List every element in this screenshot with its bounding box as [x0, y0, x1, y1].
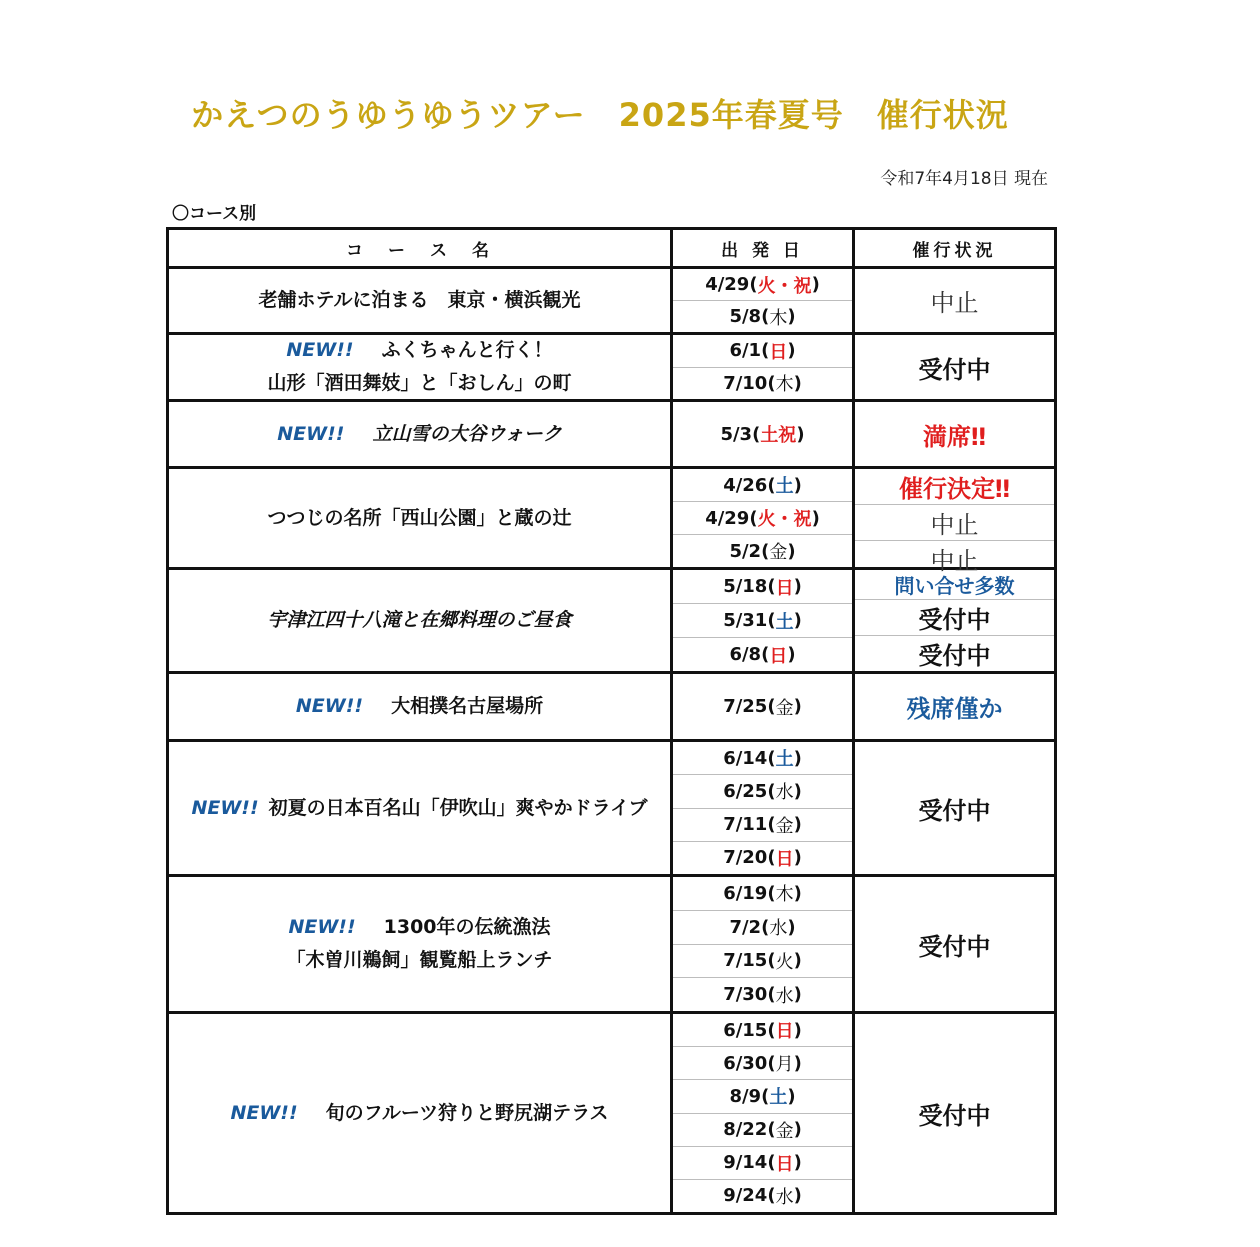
- date-value: 5/31(: [723, 610, 776, 631]
- departure-date: [673, 1147, 852, 1180]
- weekday: 日: [775, 1021, 794, 1043]
- table-row: [169, 335, 1054, 402]
- header-status: 催行状況: [912, 240, 997, 261]
- status-cell: [855, 1014, 1054, 1212]
- weekday: 日: [769, 341, 788, 363]
- course-name-text: 「木曽川鵜飼」観覧船上ランチ: [286, 949, 553, 971]
- course-name-line: [288, 911, 550, 944]
- date-close: ): [793, 780, 802, 802]
- date-close: ): [796, 423, 805, 445]
- status-cell: [855, 877, 1054, 1011]
- departure-date: [673, 469, 852, 502]
- date-value: 4/29(: [705, 507, 758, 529]
- course-name-line: [230, 1097, 608, 1130]
- status-badge: 問い合せ多数: [855, 570, 1054, 600]
- departure-date: [673, 809, 852, 842]
- date-value: 5/2(: [729, 540, 770, 562]
- weekday: 日: [775, 1153, 794, 1175]
- departure-date: [673, 368, 852, 400]
- course-name-line: [296, 690, 543, 723]
- status-cell: [855, 335, 1054, 399]
- date-value: 7/10(: [723, 372, 776, 394]
- weekday: 木: [769, 307, 788, 329]
- date-value: 7/20(: [723, 847, 776, 869]
- weekday: 水: [775, 1186, 794, 1208]
- departure-date: [673, 742, 852, 775]
- departure-dates: [673, 674, 855, 739]
- weekday: 日: [775, 848, 794, 870]
- departure-dates: [673, 570, 855, 671]
- date-value: 6/1(: [729, 340, 770, 362]
- departure-dates: [673, 269, 855, 332]
- status-badge: 満席‼: [922, 422, 987, 451]
- date-value: 7/15(: [723, 950, 776, 972]
- status-badge: 中止: [855, 505, 1054, 541]
- departure-date: [673, 604, 852, 638]
- date-close: ): [793, 1119, 802, 1141]
- course-name-line: [277, 418, 561, 451]
- status-badge: 受付中: [918, 1101, 991, 1130]
- departure-date: [673, 842, 852, 874]
- date-close: ): [793, 847, 802, 869]
- course-name-text: 老舗ホテルに泊まる 東京・横浜観光: [258, 289, 581, 311]
- course-name: [169, 742, 673, 874]
- departure-dates: [673, 877, 855, 1011]
- course-name-text: 山形「酒田舞妓」と「おしん」の町: [267, 372, 572, 394]
- weekday: 水: [769, 918, 788, 940]
- table-row: [169, 877, 1054, 1014]
- table-row: [169, 1014, 1054, 1212]
- page-title: かえつのうゆうゆうツアー 2025年春夏号 催行状況: [191, 96, 1009, 134]
- date-close: ): [787, 1085, 796, 1107]
- departure-dates: [673, 1014, 855, 1212]
- weekday: 水: [775, 782, 794, 804]
- weekday: 日: [775, 577, 794, 599]
- date-close: ): [787, 306, 796, 327]
- course-name-text: 初夏の日本百名山「伊吹山」爽やかドライブ: [268, 796, 648, 819]
- date-close: ): [787, 540, 796, 562]
- course-name-line: [267, 367, 571, 400]
- weekday: 火: [775, 951, 794, 973]
- weekday: 土: [775, 476, 794, 497]
- departure-dates: [673, 402, 855, 466]
- date-close: ): [793, 814, 802, 836]
- header-date: 出 発 日: [673, 230, 855, 266]
- date-value: 6/30(: [723, 1052, 776, 1074]
- course-name-line: [191, 792, 647, 825]
- table-row: [169, 269, 1054, 335]
- departure-date: [673, 911, 852, 945]
- weekday: 土祝: [760, 425, 797, 446]
- date-close: ): [793, 747, 802, 769]
- departure-date: [673, 1047, 852, 1080]
- date-value: 5/18(: [723, 576, 776, 597]
- date-close: ): [793, 1052, 802, 1074]
- date-value: 4/26(: [723, 474, 776, 496]
- date-value: 9/14(: [723, 1152, 776, 1174]
- status-badge: 中止: [930, 547, 979, 575]
- date-close: ): [793, 474, 802, 496]
- course-name: [169, 674, 673, 739]
- new-badge: NEW!!: [191, 796, 259, 819]
- status-badge: 受付中: [855, 600, 1054, 636]
- course-name-line: [258, 284, 580, 317]
- weekday: 火・祝: [757, 275, 812, 297]
- course-name-text: 大相撲名古屋場所: [391, 695, 544, 717]
- date-value: 6/14(: [723, 747, 776, 769]
- course-name-line: [267, 502, 571, 535]
- departure-date: [673, 402, 852, 466]
- tour-status-table: [166, 227, 1057, 1215]
- status-cell: [855, 742, 1054, 874]
- weekday: 日: [769, 645, 788, 667]
- date-value: 7/2(: [729, 916, 770, 938]
- weekday: 月: [775, 1054, 794, 1076]
- table-body: [169, 269, 1054, 1212]
- departure-date: [673, 535, 852, 567]
- date-value: 7/11(: [723, 814, 776, 836]
- table-header: [169, 230, 1054, 269]
- weekday: 土: [775, 611, 794, 633]
- weekday: 水: [775, 985, 794, 1007]
- course-name: [169, 469, 673, 567]
- status-cell: [855, 570, 1054, 671]
- table-row: [169, 469, 1054, 575]
- date-close: ): [787, 340, 796, 362]
- course-name-text: つつじの名所「西山公園」と蔵の辻: [267, 506, 572, 529]
- departure-date: [673, 775, 852, 808]
- departure-dates: [673, 742, 855, 874]
- date-close: ): [793, 576, 802, 597]
- weekday: 木: [775, 884, 794, 906]
- date-value: 9/24(: [723, 1185, 776, 1207]
- weekday: 金: [775, 815, 794, 837]
- course-name-line: [286, 334, 552, 367]
- course-name: [169, 1014, 673, 1212]
- departure-dates: [673, 469, 855, 567]
- departure-date: [673, 877, 852, 911]
- date-value: 6/25(: [723, 780, 776, 802]
- date-close: ): [793, 882, 802, 904]
- departure-date: [673, 301, 852, 332]
- departure-dates: [673, 335, 855, 399]
- status-cell: [855, 674, 1054, 739]
- date-close: ): [793, 1019, 802, 1041]
- date-close: ): [793, 984, 802, 1006]
- date-value: 5/8(: [729, 306, 770, 327]
- new-badge: NEW!!: [230, 1101, 298, 1124]
- new-badge: NEW!!: [277, 422, 345, 445]
- weekday: 火・祝: [757, 509, 812, 530]
- date-close: ): [793, 1152, 802, 1174]
- new-badge: NEW!!: [286, 339, 354, 361]
- date-value: 7/30(: [723, 984, 776, 1006]
- weekday: 金: [775, 697, 794, 719]
- date-close: ): [811, 274, 820, 295]
- course-name: [169, 269, 673, 332]
- course-name-line: [286, 944, 552, 977]
- status-badge: 受付中: [918, 642, 991, 670]
- status-badge: 残席僅か: [906, 695, 1003, 723]
- course-name-text: 立山雪の大谷ウォーク: [372, 422, 562, 445]
- status-badge: 中止: [930, 289, 979, 317]
- departure-date: [673, 1080, 852, 1113]
- date-value: 7/25(: [723, 696, 776, 717]
- date-close: ): [793, 372, 802, 394]
- table-row: [169, 742, 1054, 877]
- date-value: 6/8(: [729, 644, 770, 665]
- status-badge: 催行決定‼: [855, 469, 1054, 505]
- course-name-text: 1300年の伝統漁法: [383, 916, 551, 938]
- departure-date: [673, 570, 852, 604]
- course-name-line: [267, 604, 571, 637]
- departure-date: [673, 945, 852, 979]
- status-cell: [855, 402, 1054, 466]
- weekday: 土: [769, 1087, 788, 1109]
- table-row: [169, 570, 1054, 674]
- status-badge: 受付中: [918, 796, 991, 825]
- weekday: 木: [775, 374, 794, 396]
- date-value: 8/9(: [729, 1085, 770, 1107]
- departure-date: [673, 674, 852, 739]
- departure-date: [673, 978, 852, 1011]
- status-badge: 受付中: [918, 355, 991, 384]
- course-name-text: 旬のフルーツ狩りと野尻湖テラス: [325, 1101, 609, 1124]
- course-name: [169, 877, 673, 1011]
- date-close: ): [787, 916, 796, 938]
- weekday: 金: [775, 1120, 794, 1142]
- new-badge: NEW!!: [295, 695, 364, 717]
- date-close: ): [793, 610, 802, 631]
- course-name-text: ふくちゃんと行く！: [381, 339, 553, 361]
- departure-date: [673, 335, 852, 368]
- status-badge: 受付中: [918, 932, 991, 961]
- course-name: [169, 570, 673, 671]
- date-value: 6/19(: [723, 882, 776, 904]
- date-close: ): [787, 644, 796, 665]
- date-value: 5/3(: [720, 423, 761, 445]
- header-course: コ ー ス 名: [169, 230, 673, 266]
- departure-date: [673, 269, 852, 301]
- date-close: ): [793, 696, 802, 717]
- date-value: 8/22(: [723, 1119, 776, 1141]
- departure-date: [673, 1180, 852, 1212]
- departure-date: [673, 502, 852, 535]
- section-label: 〇コース別: [172, 204, 257, 224]
- date-close: ): [811, 507, 820, 529]
- departure-date: [673, 1114, 852, 1147]
- course-name-text: 宇津江四十八滝と在郷料理のご昼食: [267, 609, 572, 631]
- weekday: 金: [769, 542, 788, 563]
- new-badge: NEW!!: [288, 916, 356, 938]
- date-close: ): [793, 950, 802, 972]
- status-cell: [855, 269, 1054, 332]
- course-name: [169, 335, 673, 399]
- date-close: ): [793, 1185, 802, 1207]
- date-value: 6/15(: [723, 1019, 776, 1041]
- date-value: 4/29(: [705, 274, 758, 295]
- table-row: [169, 402, 1054, 469]
- table-row: [169, 674, 1054, 742]
- course-name: [169, 402, 673, 466]
- departure-date: [673, 638, 852, 671]
- status-cell: [855, 469, 1054, 575]
- as-of-date: 令和7年4月18日 現在: [880, 169, 1048, 189]
- departure-date: [673, 1014, 852, 1047]
- weekday: 土: [775, 749, 794, 771]
